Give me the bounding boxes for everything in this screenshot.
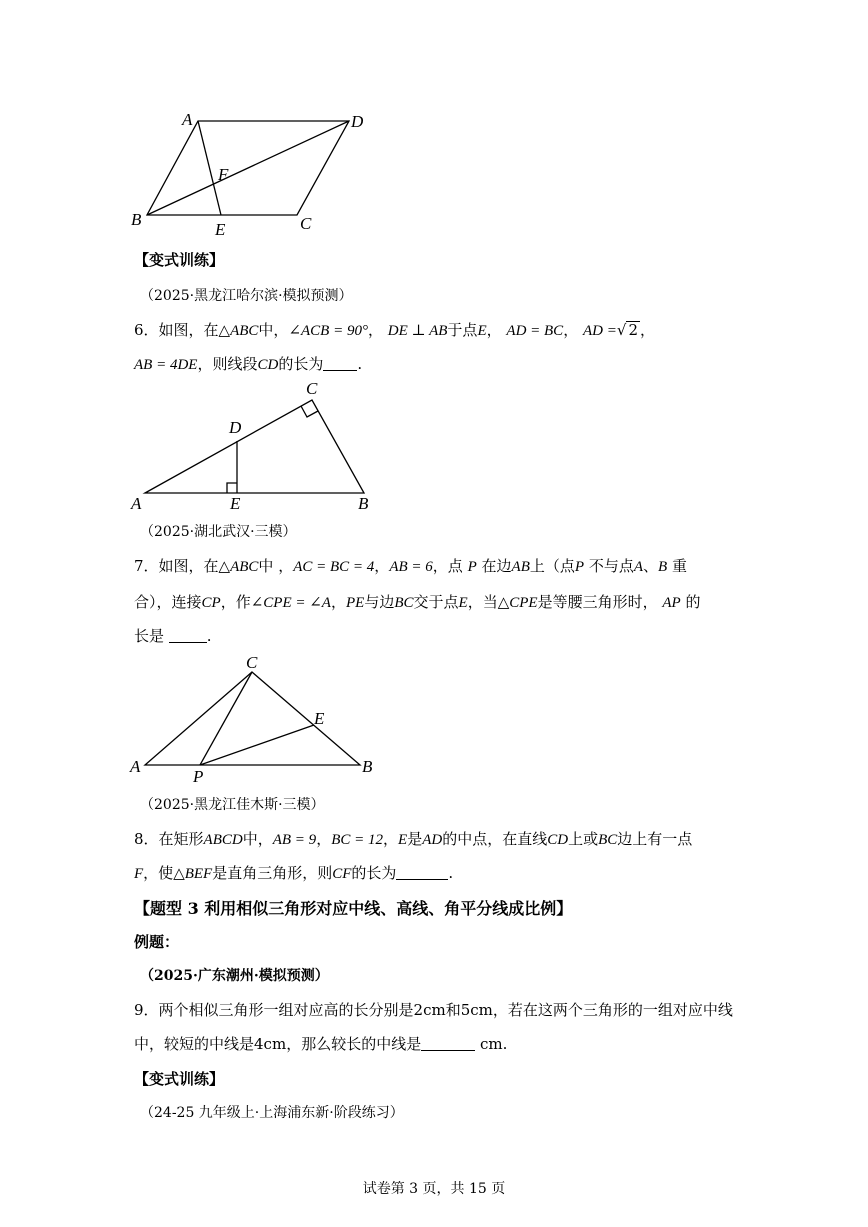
- fig1-label-f: F: [218, 165, 229, 184]
- triangle-abc-q7: [145, 672, 360, 765]
- source-q8: （2025·黑龙江佳木斯·三模）: [140, 797, 325, 813]
- question-9-line-1: 9．两个相似三角形一组对应高的长分别是2cm和5cm，若在这两个三角形的一组对应中线: [134, 1001, 733, 1019]
- segment-bd: [147, 121, 349, 215]
- fig1-label-a: A: [182, 110, 193, 129]
- right-angle-mark-e: [227, 483, 237, 493]
- fig2-label-d: D: [229, 418, 242, 437]
- fig2-label-e: E: [230, 494, 241, 513]
- question-9-line-2: 中，较短的中线是4cm，那么较长的中线是 cm.: [134, 1035, 508, 1053]
- source-q10: （24-25 九年级上·上海浦东新·阶段练习）: [140, 1105, 404, 1121]
- right-angle-mark-c: [301, 406, 318, 417]
- question-7-line-2: 合），连接CP，作∠CPE = ∠A，PE与边BC交于点E，当△CPE是等腰三角形时， AP 的: [134, 593, 701, 611]
- fig1-label-e: E: [215, 220, 226, 238]
- triangle-abc: [145, 400, 364, 493]
- page-footer: 试卷第 3 页，共 15 页: [362, 1181, 506, 1197]
- heading-type-3: 【题型 3 利用相似三角形对应中线、高线、角平分线成比例】: [134, 899, 573, 918]
- fig1-label-c: C: [300, 214, 312, 233]
- source-q9: （2025·广东潮州·模拟预测）: [140, 968, 329, 984]
- figure-isosceles-triangle: [125, 650, 385, 790]
- example-label: 例题：: [134, 933, 180, 951]
- fig1-label-d: D: [351, 112, 364, 131]
- answer-blank-q7[interactable]: [169, 628, 207, 643]
- fig2-label-b: B: [358, 494, 369, 513]
- question-7-line-3: 长是 .: [134, 627, 212, 645]
- source-q7: （2025·湖北武汉·三模）: [140, 524, 297, 540]
- segment-cp: [200, 672, 252, 765]
- section-label-variant-2: 【变式训练】: [134, 1070, 225, 1088]
- question-7-line-1: 7．如图，在△ABC中 ，AC = BC = 4，AB = 6，点 P 在边AB上（点P 不与点A、B 重: [134, 557, 687, 575]
- fig3-label-b: B: [362, 757, 373, 776]
- figure-right-triangle: [125, 376, 385, 516]
- question-6-line-2: AB = 4DE，则线段CD的长为 .: [134, 355, 363, 373]
- fig1-label-b: B: [131, 210, 142, 229]
- question-8-line-1: 8．在矩形ABCD中，AB = 9，BC = 12，E是AD的中点，在直线CD上或BC边上有一点: [134, 830, 693, 848]
- fig2-label-c: C: [306, 379, 318, 398]
- answer-blank-q9[interactable]: [421, 1036, 475, 1051]
- question-8-line-2: F，使△BEF是直角三角形，则CF的长为 .: [134, 864, 454, 882]
- fig3-label-a: A: [130, 757, 141, 776]
- fig3-label-e: E: [314, 709, 325, 728]
- source-q6: （2025·黑龙江哈尔滨·模拟预测）: [140, 288, 353, 304]
- answer-blank-q8[interactable]: [396, 865, 448, 880]
- fig2-label-a: A: [131, 494, 142, 513]
- fig3-label-p: P: [193, 767, 204, 786]
- fig3-label-c: C: [246, 653, 258, 672]
- figure-parallelogram: [125, 108, 375, 238]
- segment-pe: [200, 725, 314, 765]
- question-6-line-1: 6．如图，在△ABC中，∠ACB = 90°， DE ⊥ AB于点E， AD = BC， AD =√ 2 ，: [134, 321, 655, 339]
- section-label-variant-1: 【变式训练】: [134, 251, 225, 269]
- answer-blank-q6[interactable]: [323, 356, 357, 371]
